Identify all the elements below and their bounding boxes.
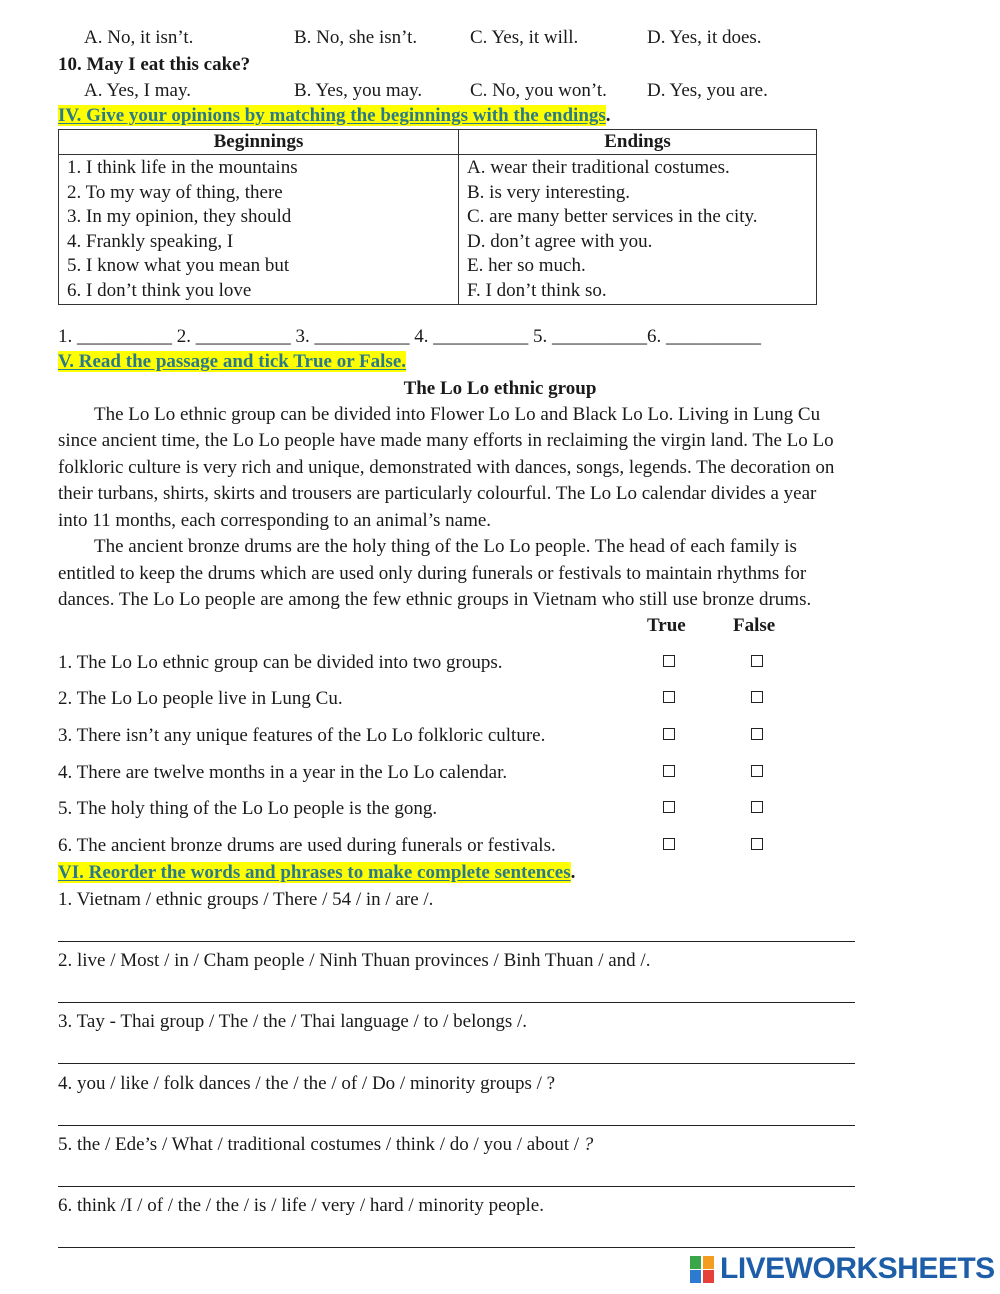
- false-checkbox[interactable]: [751, 691, 763, 703]
- tf-statement: 4. There are twelve months in a year in the Lo Lo calendar.: [58, 762, 508, 783]
- matching-answer-line[interactable]: 1. __________ 2. __________ 3. __________ 4. __________ 5. __________6. __________: [58, 326, 761, 347]
- reorder-item: 3. Tay - Thai group / The / the / Thai language / to / belongs /.: [58, 1011, 528, 1032]
- reorder-item: 1. Vietnam / ethnic groups / There / 54 / in / are /.: [58, 889, 434, 910]
- section4-heading: IV. Give your opinions by matching the beginnings with the endings.: [58, 105, 611, 126]
- beginnings-header: Beginnings: [59, 130, 459, 155]
- ending-item: F. I don’t think so.: [467, 279, 607, 301]
- false-checkbox[interactable]: [751, 728, 763, 740]
- ending-item: B. is very interesting.: [467, 181, 631, 203]
- q10-option-d: D. Yes, you are.: [647, 80, 768, 101]
- false-checkbox[interactable]: [751, 801, 763, 813]
- tf-statement: 5. The holy thing of the Lo Lo people is the gong.: [58, 798, 438, 819]
- passage-line: their turbans, shirts, skirts and trousers are particularly colourful. The Lo Lo calendar divides a year: [58, 483, 817, 504]
- passage-line: into 11 months, each corresponding to an animal’s name.: [58, 510, 492, 531]
- answer-line[interactable]: [58, 1186, 855, 1187]
- true-checkbox[interactable]: [663, 691, 675, 703]
- q9-option-c: C. Yes, it will.: [470, 27, 579, 48]
- answer-line[interactable]: [58, 1125, 855, 1126]
- matching-table: [58, 129, 817, 305]
- beginnings-column: [59, 155, 459, 305]
- false-checkbox[interactable]: [751, 838, 763, 850]
- liveworksheets-logo: [690, 1251, 995, 1287]
- section6-title: VI. Reorder the words and phrases to make complete sentences: [58, 862, 571, 883]
- true-checkbox[interactable]: [663, 655, 675, 667]
- q10-option-a: A. Yes, I may.: [84, 80, 191, 101]
- beginning-item: 1. I think life in the mountains: [67, 157, 298, 178]
- tf-statement: 3. There isn’t any unique features of the Lo Lo folkloric culture.: [58, 725, 546, 746]
- passage-line: since ancient time, the Lo Lo people have made many efforts in reclaiming the virgin land. The Lo Lo: [58, 430, 834, 451]
- answer-line[interactable]: [58, 1247, 855, 1248]
- tf-statement: 6. The ancient bronze drums are used during funerals or festivals.: [58, 835, 556, 856]
- true-checkbox[interactable]: [663, 765, 675, 777]
- false-column-header: False: [733, 615, 776, 636]
- reorder-item: 4. you / like / folk dances / the / the / of / Do / minority groups / ?: [58, 1073, 556, 1094]
- section4-title: IV. Give your opinions by matching the beginnings with the endings: [58, 105, 606, 126]
- q9-option-a: A. No, it isn’t.: [84, 27, 194, 48]
- tf-statement: 2. The Lo Lo people live in Lung Cu.: [58, 688, 343, 709]
- reorder-item: 2. live / Most / in / Cham people / Ninh Thuan provinces / Binh Thuan / and /.: [58, 950, 651, 971]
- beginning-item: 3. In my opinion, they should: [67, 206, 292, 227]
- tf-statement: 1. The Lo Lo ethnic group can be divided into two groups.: [58, 652, 503, 673]
- true-checkbox[interactable]: [663, 728, 675, 740]
- liveworksheets-logo-icon: [690, 1254, 716, 1284]
- reorder-item-5: 5. the / Ede’s / What / traditional costumes / think / do / you / about / ?: [58, 1134, 594, 1155]
- false-checkbox[interactable]: [751, 765, 763, 777]
- passage-line: folkloric culture is very rich and unique, demonstrated with dances, songs, legends. The decoration on: [58, 457, 835, 478]
- answer-line[interactable]: [58, 1063, 855, 1064]
- ending-item: A. wear their traditional costumes.: [467, 157, 730, 178]
- brand-name: LIVEWORKSHEETS: [720, 1252, 995, 1285]
- passage-line: The Lo Lo ethnic group can be divided into Flower Lo Lo and Black Lo Lo. Living in Lung Cu: [94, 404, 821, 425]
- passage-title: The Lo Lo ethnic group: [403, 378, 597, 399]
- endings-header: Endings: [459, 130, 817, 155]
- passage-line: entitled to keep the drums which are used only during funerals or festivals to maintain rhythms for: [58, 563, 807, 584]
- beginning-item: 6. I don’t think you love: [67, 279, 252, 301]
- passage-line: The ancient bronze drums are the holy thing of the Lo Lo people. The head of each family is: [94, 536, 797, 557]
- q10-option-c: C. No, you won’t.: [470, 80, 607, 101]
- q10-question: 10. May I eat this cake?: [58, 54, 251, 75]
- ending-item: D. don’t agree with you.: [467, 230, 653, 252]
- beginning-item: 2. To my way of thing, there: [67, 181, 283, 203]
- beginning-item: 5. I know what you mean but: [67, 255, 290, 276]
- false-checkbox[interactable]: [751, 655, 763, 667]
- answer-line[interactable]: [58, 1002, 855, 1003]
- q9-option-d: D. Yes, it does.: [647, 27, 762, 48]
- true-column-header: True: [647, 615, 686, 636]
- reorder-item: 6. think /I / of / the / the / is / life / very / hard / minority people.: [58, 1195, 544, 1216]
- answer-line[interactable]: [58, 941, 855, 942]
- endings-column: [459, 155, 817, 305]
- q9-option-b: B. No, she isn’t.: [294, 27, 418, 48]
- true-checkbox[interactable]: [663, 801, 675, 813]
- ending-item: E. her so much.: [467, 255, 586, 276]
- section5-title: V. Read the passage and tick True or False.: [58, 351, 407, 372]
- ending-item: C. are many better services in the city.: [467, 206, 758, 227]
- q10-option-b: B. Yes, you may.: [294, 80, 423, 101]
- passage-line: dances. The Lo Lo people are among the few ethnic groups in Vietnam who still use bronze drums.: [58, 589, 812, 610]
- true-checkbox[interactable]: [663, 838, 675, 850]
- beginning-item: 4. Frankly speaking, I: [67, 230, 234, 252]
- section6-heading: VI. Reorder the words and phrases to make complete sentences.: [58, 862, 576, 883]
